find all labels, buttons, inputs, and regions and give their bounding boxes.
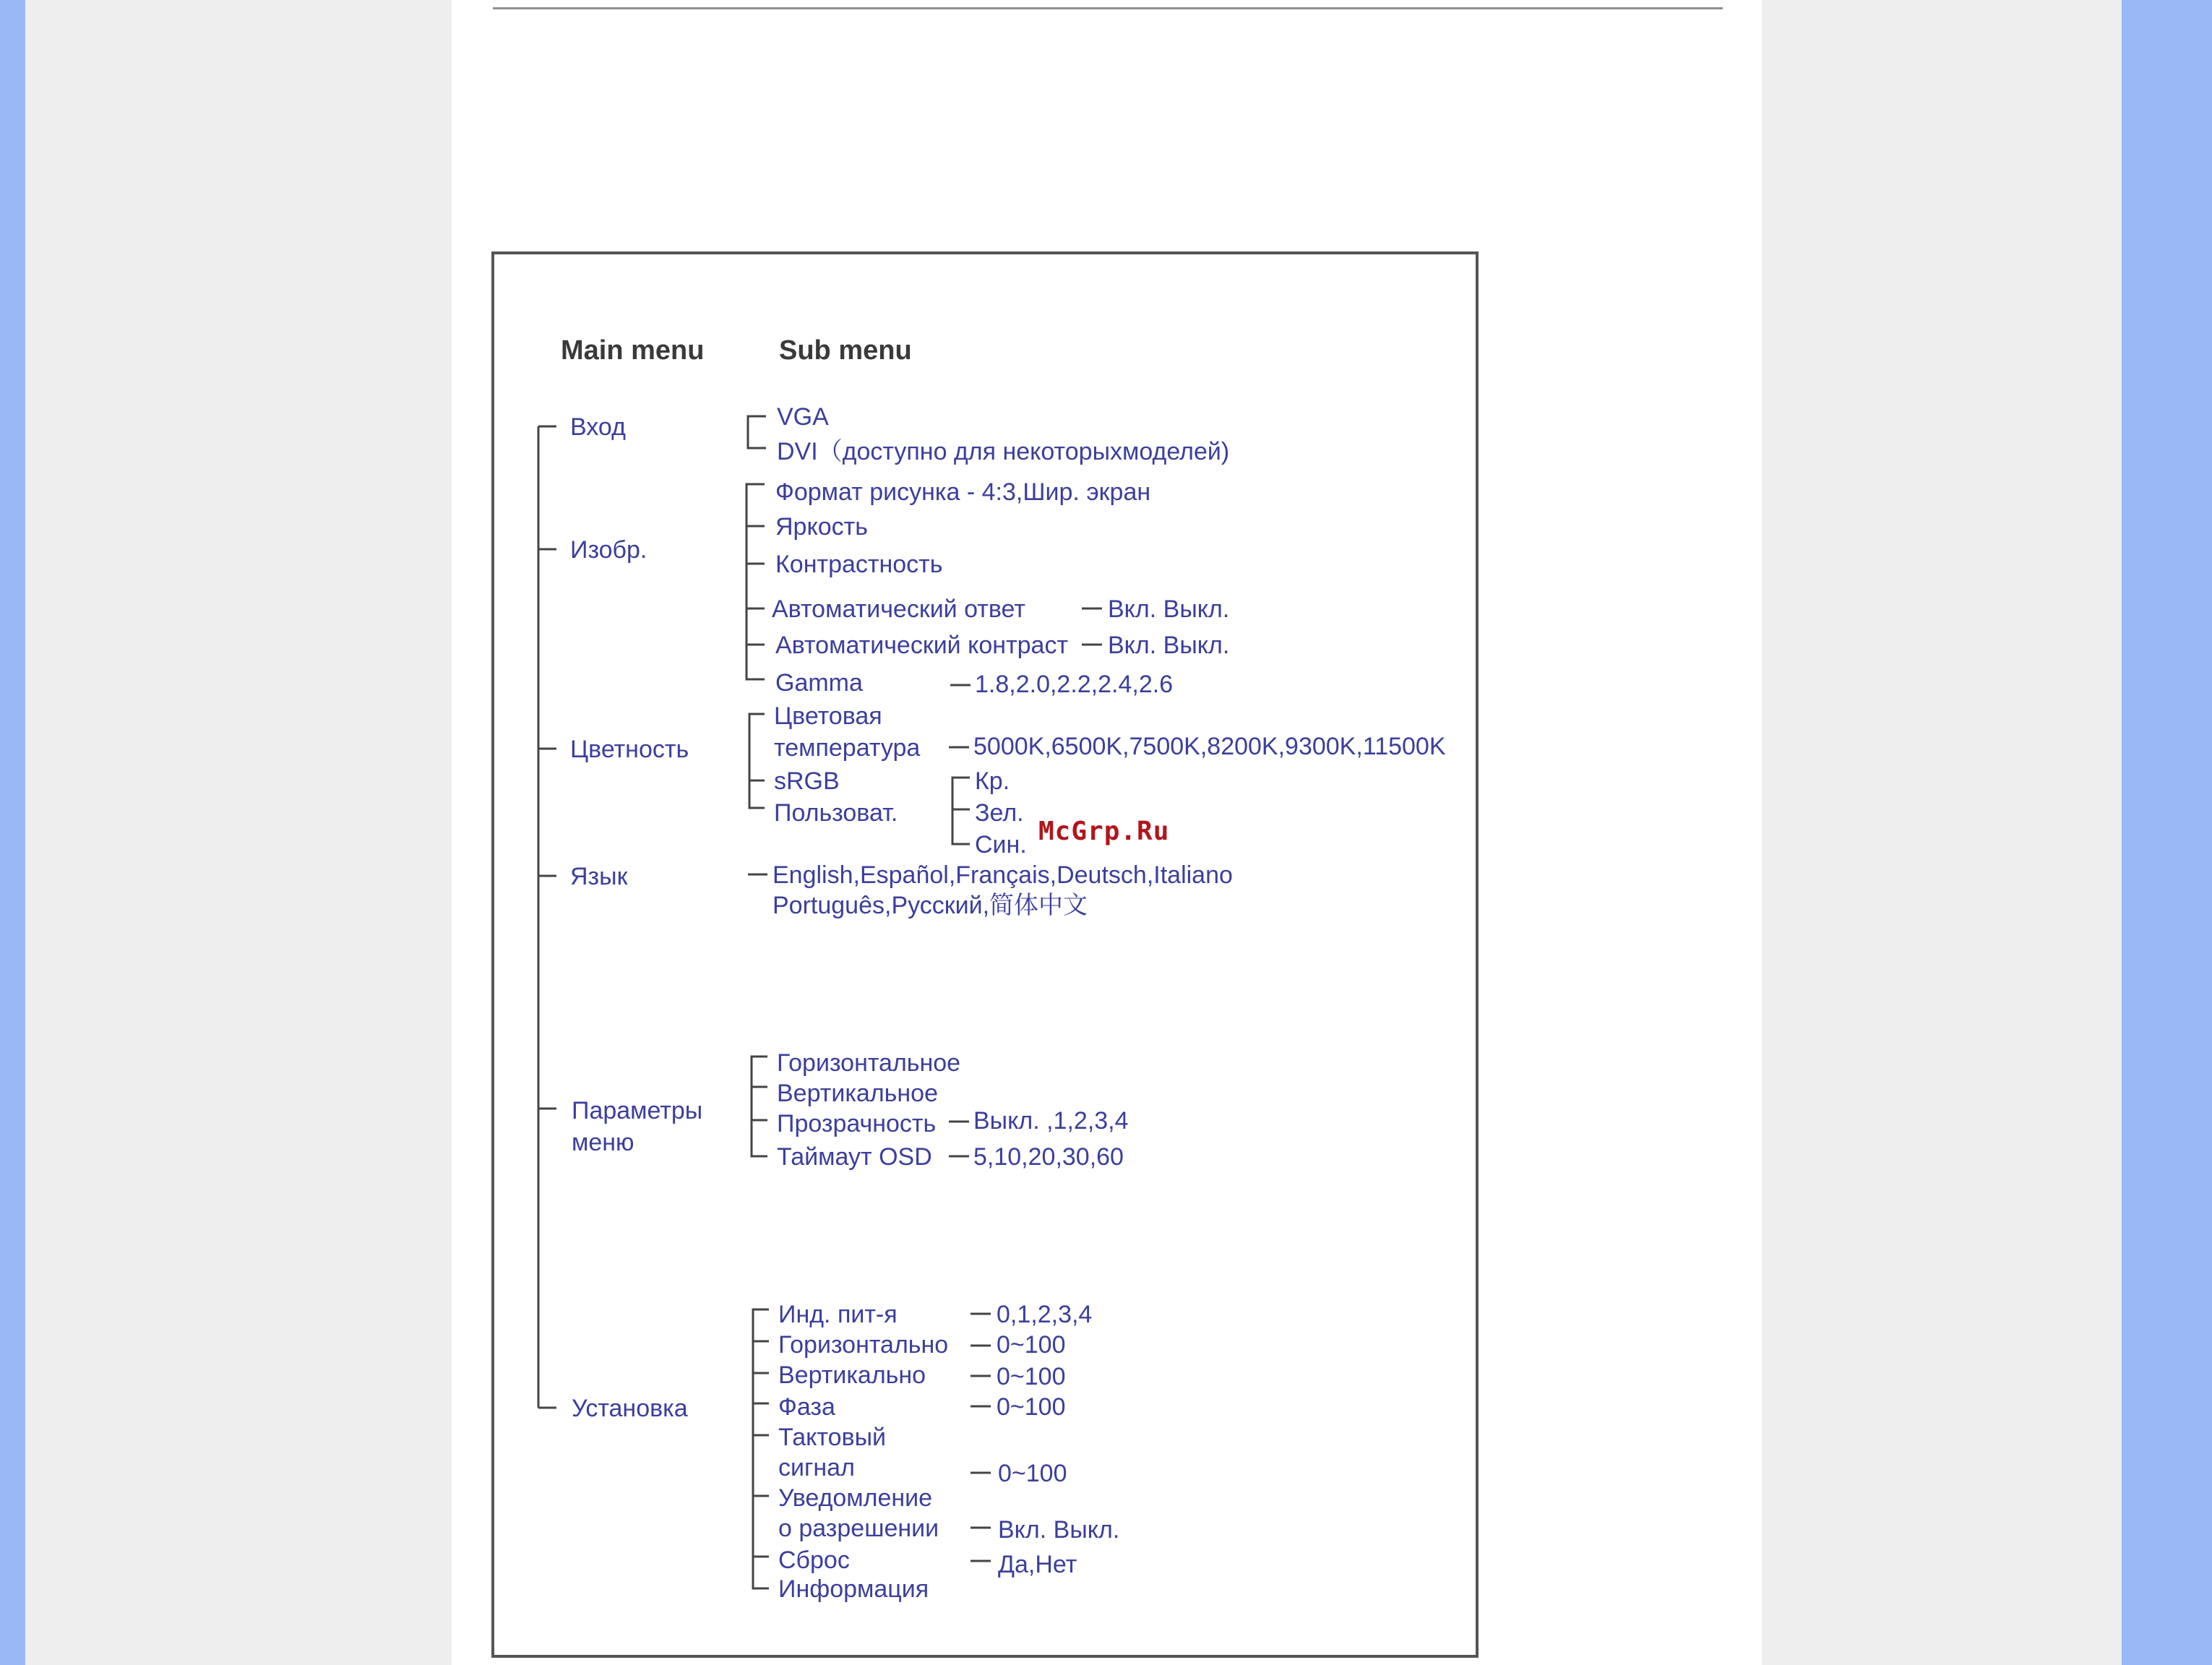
sub-item-phase: Фаза — [778, 1393, 835, 1421]
sub-item-user: Пользоват. — [774, 799, 898, 827]
main-menu-header: Main menu — [561, 335, 705, 366]
value-phase: 0~100 — [997, 1393, 1066, 1421]
value-language-line2: Português,Русский,简体中文 — [773, 892, 1088, 919]
sub-item-vga: VGA — [777, 403, 829, 431]
value-transparency: Выкл. ,1,2,3,4 — [973, 1107, 1129, 1135]
sub-item-osd-horizontal: Горизонтальное — [777, 1049, 961, 1077]
sub-item-osd-timeout: Таймаут OSD — [777, 1143, 932, 1171]
sub-item-osd-vertical: Вертикальное — [777, 1080, 938, 1107]
value-timeout: 5,10,20,30,60 — [973, 1143, 1124, 1171]
sub-item-clock-line1: Тактовый — [778, 1424, 886, 1451]
watermark-text: McGrp.Ru — [1038, 817, 1170, 846]
sub-item-blue: Син. — [975, 831, 1027, 859]
value-auto-response: Вкл. Выкл. — [1108, 595, 1230, 623]
sub-item-osd-transparency: Прозрачность — [777, 1110, 937, 1137]
sub-item-resolution-line2: о разрешении — [778, 1515, 939, 1542]
sub-item-auto-response: Автоматический ответ — [772, 595, 1025, 623]
bracket-osd — [752, 1057, 767, 1156]
sub-item-red: Кр. — [975, 767, 1010, 795]
value-language-line1: English,Español,Français,Deutsch,Italiano — [773, 861, 1233, 889]
sub-item-brightness: Яркость — [775, 513, 868, 541]
value-color-temp: 5000K,6500K,7500K,8200K,9300K,11500K — [973, 733, 1446, 760]
bracket-user-color — [952, 778, 970, 844]
bracket-color — [749, 714, 765, 808]
sub-item-color-temp-line1: Цветовая — [774, 702, 882, 730]
bracket-input — [748, 416, 766, 448]
sub-item-h-position: Горизонтально — [778, 1331, 949, 1359]
main-item-osd-line2: меню — [572, 1129, 634, 1156]
sub-item-green: Зел. — [975, 799, 1024, 827]
sub-item-srgb: sRGB — [774, 767, 840, 795]
value-resolution: Вкл. Выкл. — [998, 1516, 1120, 1544]
main-item-color: Цветность — [570, 736, 689, 763]
main-item-picture: Изобр. — [570, 536, 647, 564]
sub-item-auto-contrast: Автоматический контраст — [775, 632, 1069, 659]
sub-menu-header: Sub menu — [779, 335, 912, 366]
sub-item-reset: Сброс — [778, 1546, 850, 1574]
main-item-setup: Установка — [572, 1395, 688, 1422]
sub-item-aspect: Формат рисунка - 4:3,Шир. экран — [775, 478, 1151, 506]
sub-item-color-temp-line2: температура — [774, 734, 921, 762]
sub-item-power-led: Инд. пит-я — [778, 1301, 898, 1328]
value-reset: Да,Нет — [998, 1551, 1077, 1578]
value-v-position: 0~100 — [997, 1363, 1066, 1390]
sub-item-dvi: DVI（доступно для некоторыхмоделей) — [777, 438, 1230, 465]
sub-item-information: Информация — [778, 1575, 929, 1603]
main-item-input: Вход — [570, 413, 626, 441]
main-item-language: Язык — [570, 863, 628, 890]
value-gamma: 1.8,2.0,2.2,2.4,2.6 — [975, 671, 1174, 698]
bracket-picture — [746, 484, 765, 679]
sub-item-resolution-line1: Уведомление — [778, 1484, 933, 1512]
sub-item-clock-line2: сигнал — [778, 1454, 855, 1481]
value-clock: 0~100 — [998, 1460, 1067, 1487]
main-item-osd-line1: Параметры — [572, 1097, 703, 1124]
sub-item-contrast: Контрастность — [775, 551, 943, 578]
sub-item-v-position: Вертикально — [778, 1361, 926, 1389]
value-h-position: 0~100 — [997, 1331, 1066, 1359]
bracket-setup — [753, 1309, 769, 1588]
sub-item-gamma: Gamma — [775, 669, 863, 697]
value-auto-contrast: Вкл. Выкл. — [1108, 632, 1230, 659]
value-power-led: 0,1,2,3,4 — [997, 1301, 1093, 1328]
